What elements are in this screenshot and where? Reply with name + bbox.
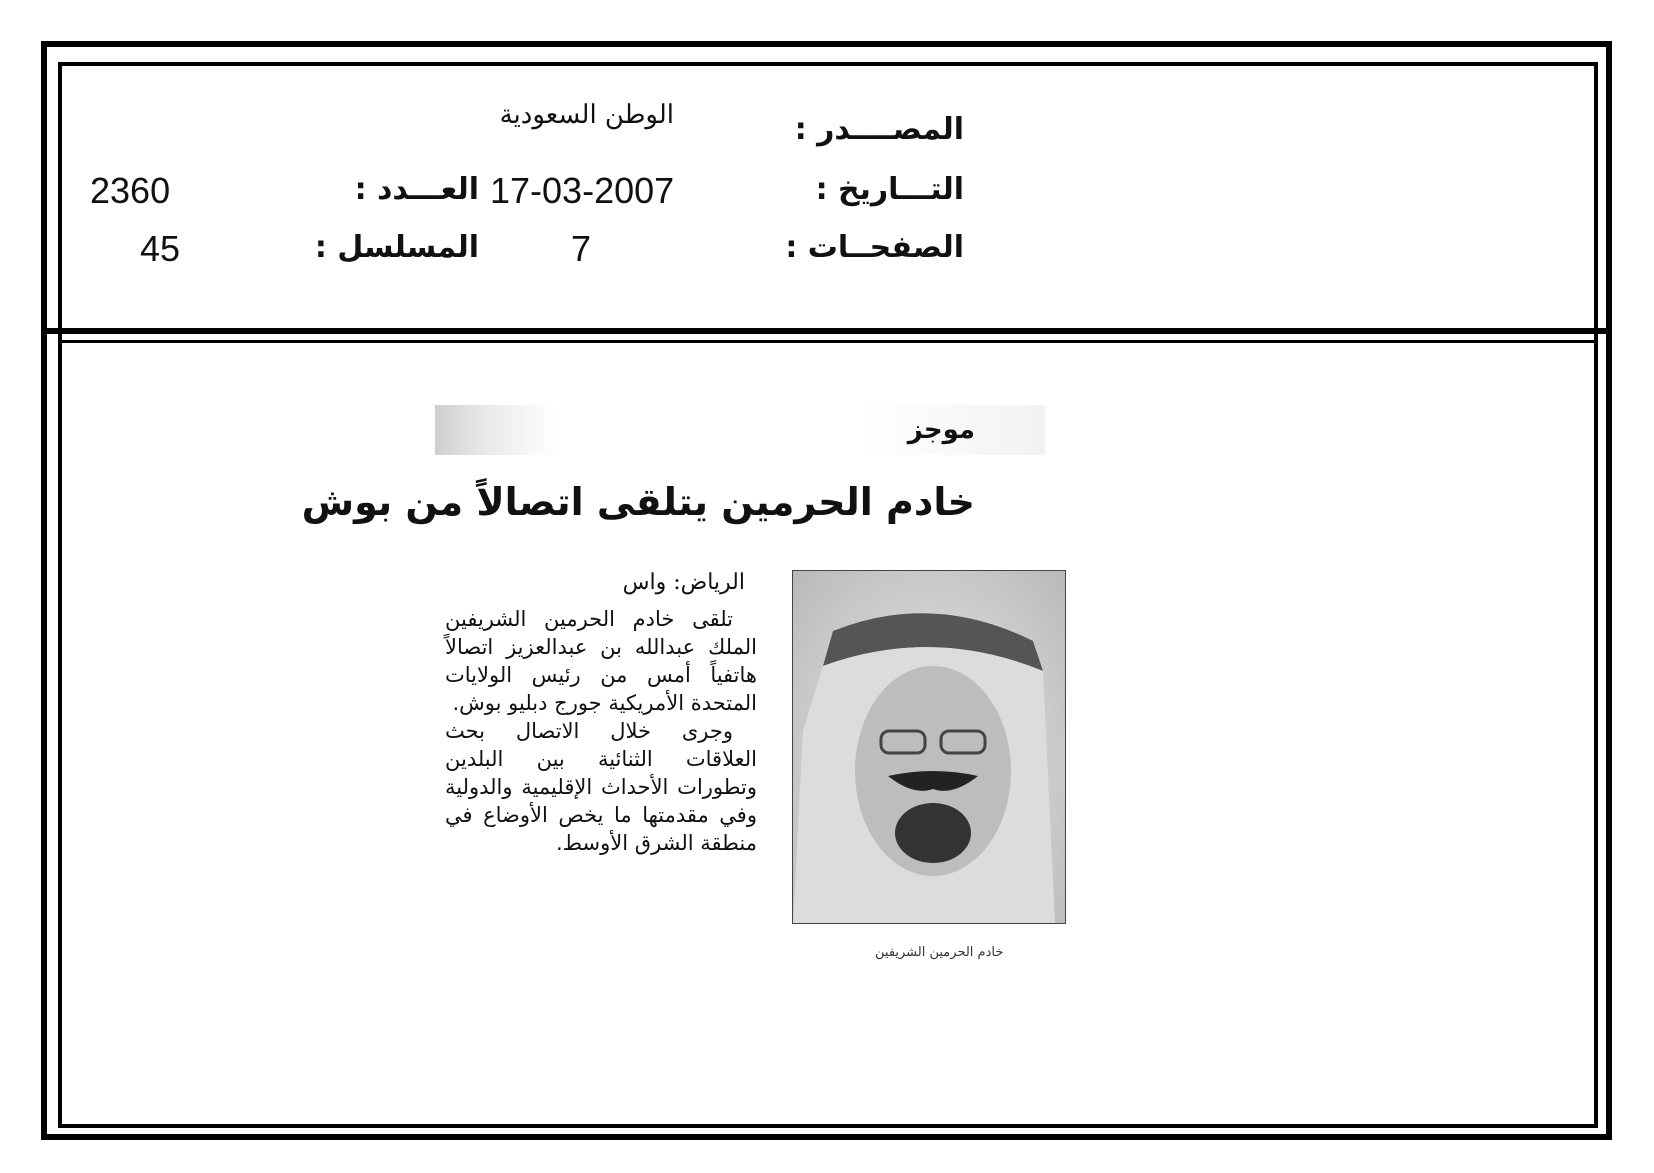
pages-label: الصفحــات : <box>785 230 964 265</box>
serial-value: 45 <box>140 228 181 269</box>
header-divider <box>41 328 1612 334</box>
article-body <box>445 605 757 857</box>
header-divider-inner <box>58 340 1598 343</box>
section-title: موجز <box>907 415 975 445</box>
article-dateline: الرياض: واس <box>622 570 745 595</box>
date-value: 17-03-2007 <box>490 170 675 211</box>
source-value: الوطن السعودية <box>499 100 674 130</box>
photo-caption: خادم الحرمين الشريفين <box>875 945 1004 960</box>
source-label: المصــــدر : <box>794 112 964 147</box>
news-clipping <box>301 400 1075 980</box>
serial-label: المسلسل : <box>314 230 479 265</box>
pages-value: 7 <box>571 228 592 269</box>
article-headline: خادم الحرمين يتلقى اتصالاً من بوش <box>301 480 975 524</box>
date-label: التـــاريخ : <box>815 172 964 207</box>
issue-label: العـــدد : <box>354 172 479 207</box>
portrait-illustration <box>793 571 1065 923</box>
issue-value: 2360 <box>90 170 171 211</box>
article-paragraph-2: وجرى خلال الاتصال بحث العلاقات الثنائية بين البلدين وتطورات الأحداث الإقليمية والدولية وفي مقدمتها ما يخص الأوضاع في منطقة الشرق الأوسط. <box>445 719 757 855</box>
article-paragraph-1: تلقى خادم الحرمين الشريفين الملك عبدالله بن عبدالعزيز اتصالاً هاتفياً أمس من رئيس الولايات المتحدة الأمريكية جورج دبليو بوش. <box>445 607 757 715</box>
portrait-photo <box>792 570 1066 924</box>
